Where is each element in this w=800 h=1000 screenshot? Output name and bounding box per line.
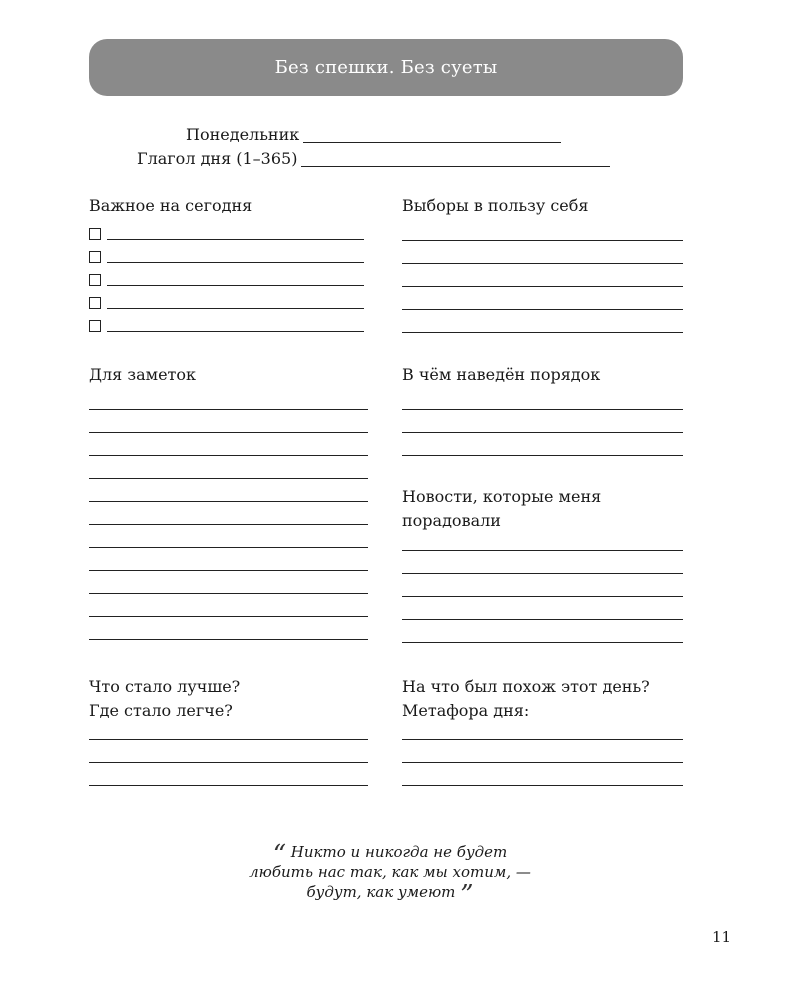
close-quote-mark: ”	[460, 880, 474, 910]
day-label: Понедельник	[186, 125, 300, 144]
important-item[interactable]	[89, 274, 364, 286]
choices-line[interactable]	[402, 332, 683, 333]
notes-line[interactable]	[89, 432, 368, 433]
metaphor-line[interactable]	[402, 785, 683, 786]
quote-line1	[200, 840, 580, 870]
checkbox[interactable]	[89, 274, 101, 286]
order-line[interactable]	[402, 409, 683, 410]
notes-line[interactable]	[89, 570, 368, 571]
metaphor-line[interactable]	[402, 739, 683, 740]
notes-line[interactable]	[89, 455, 368, 456]
important-item[interactable]	[89, 297, 364, 309]
notes-line[interactable]	[89, 478, 368, 479]
news-title-line1: Новости, которые меня	[402, 487, 602, 506]
quote-line2: любить нас так, как мы хотим, —	[249, 863, 531, 881]
open-quote-mark: “	[272, 840, 287, 870]
metaphor-title-line1: На что был похож этот день?	[402, 677, 650, 696]
notes-line[interactable]	[89, 409, 368, 410]
day-write-line[interactable]	[303, 128, 561, 143]
better-line[interactable]	[89, 762, 368, 763]
order-title: В чём наведён порядок	[402, 365, 601, 384]
checkbox[interactable]	[89, 320, 101, 332]
day-line	[186, 127, 561, 143]
news-line[interactable]	[402, 642, 683, 643]
notes-line[interactable]	[89, 639, 368, 640]
better-title-line1: Что стало лучше?	[89, 677, 241, 696]
page-number: 11	[712, 928, 732, 946]
verb-line	[137, 151, 610, 167]
notes-line[interactable]	[89, 501, 368, 502]
notes-line[interactable]	[89, 524, 368, 525]
news-title-line2: порадовали	[402, 511, 501, 530]
news-line[interactable]	[402, 619, 683, 620]
choices-title: Выборы в пользу себя	[402, 196, 589, 215]
important-item[interactable]	[89, 320, 364, 332]
notes-line[interactable]	[89, 616, 368, 617]
verb-label: Глагол дня (1–365)	[137, 149, 298, 168]
quote	[200, 840, 580, 910]
choices-line[interactable]	[402, 240, 683, 241]
metaphor-title	[402, 675, 650, 723]
news-line[interactable]	[402, 596, 683, 597]
item-line[interactable]	[107, 285, 364, 286]
order-line[interactable]	[402, 455, 683, 456]
order-line[interactable]	[402, 432, 683, 433]
better-title-line2: Где стало легче?	[89, 701, 233, 720]
item-line[interactable]	[107, 262, 364, 263]
news-line[interactable]	[402, 573, 683, 574]
quote-line3	[200, 880, 580, 910]
metaphor-line[interactable]	[402, 762, 683, 763]
checkbox[interactable]	[89, 297, 101, 309]
better-line[interactable]	[89, 739, 368, 740]
choices-line[interactable]	[402, 263, 683, 264]
choices-line[interactable]	[402, 309, 683, 310]
notes-line[interactable]	[89, 547, 368, 548]
better-line[interactable]	[89, 785, 368, 786]
item-line[interactable]	[107, 331, 364, 332]
item-line[interactable]	[107, 239, 364, 240]
important-item[interactable]	[89, 228, 364, 240]
header-banner	[89, 39, 683, 96]
better-title	[89, 675, 240, 723]
notes-line[interactable]	[89, 593, 368, 594]
notes-title: Для заметок	[89, 365, 197, 384]
header-title: Без спешки. Без суеты	[274, 57, 498, 78]
verb-write-line[interactable]	[301, 152, 610, 167]
news-title	[402, 485, 601, 533]
item-line[interactable]	[107, 308, 364, 309]
important-title: Важное на сегодня	[89, 196, 253, 215]
metaphor-title-line2: Метафора дня:	[402, 701, 530, 720]
news-line[interactable]	[402, 550, 683, 551]
quote-text-3: будут, как умеют	[306, 883, 456, 901]
checkbox[interactable]	[89, 251, 101, 263]
choices-line[interactable]	[402, 286, 683, 287]
checkbox[interactable]	[89, 228, 101, 240]
quote-text-1: Никто и никогда не будет	[290, 843, 508, 861]
important-item[interactable]	[89, 251, 364, 263]
